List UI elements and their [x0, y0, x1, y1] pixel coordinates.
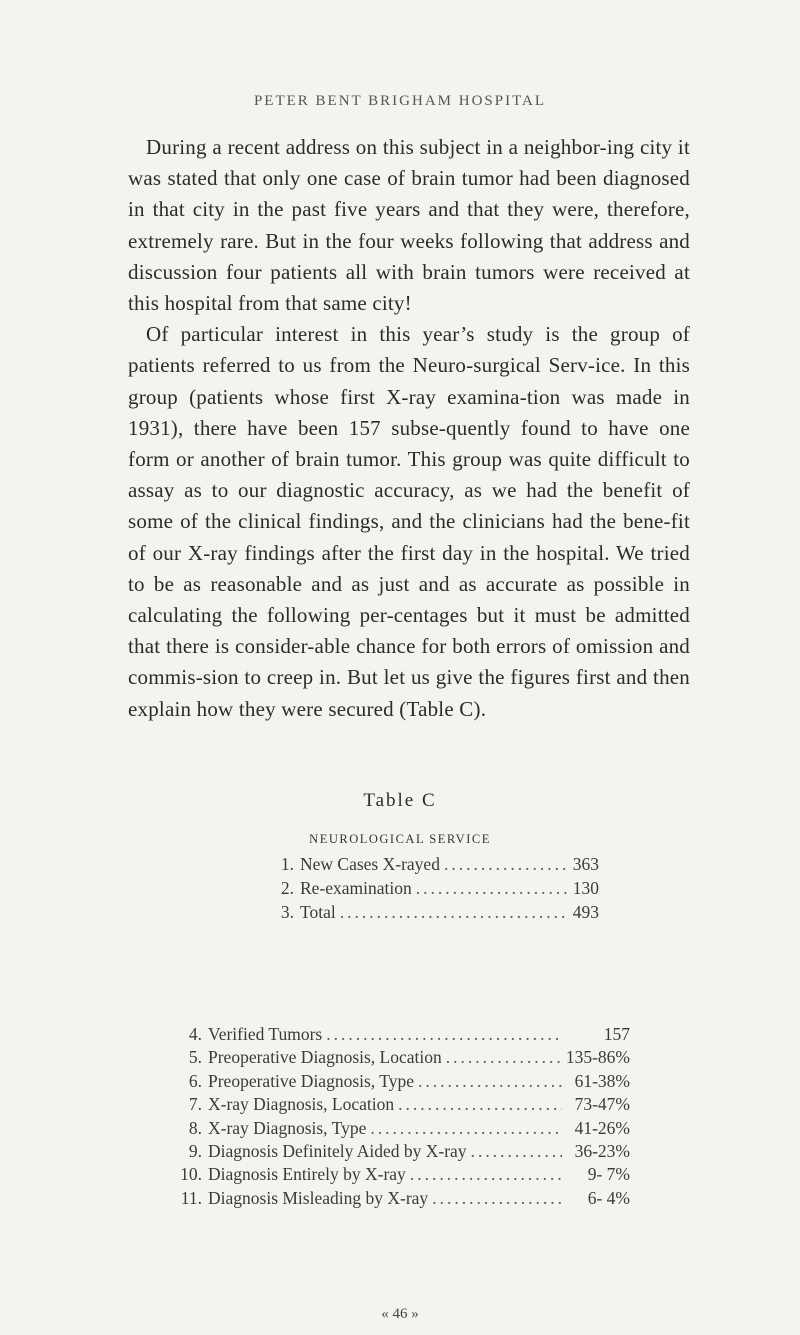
row-number: 5. — [188, 1047, 202, 1068]
table-row — [176, 1070, 630, 1093]
row-label: Re-examination — [300, 878, 412, 899]
row-number: 7. — [188, 1094, 202, 1115]
row-label: Preoperative Diagnosis, Location — [208, 1047, 442, 1068]
dot-leader — [370, 1117, 562, 1140]
dot-leader — [446, 1046, 562, 1069]
row-number: 1. — [280, 854, 294, 874]
dot-leader — [418, 1070, 562, 1093]
diagnosis-list — [176, 1023, 630, 1210]
row-number: 10. — [180, 1164, 202, 1185]
row-number: 3. — [280, 902, 294, 923]
row-number: 9. — [188, 1140, 202, 1161]
row-number: 11. — [180, 1187, 202, 1208]
row-number: 8. — [188, 1117, 202, 1138]
table-subtitle: NEUROLOGICAL SERVICE — [309, 832, 491, 846]
row-number: 4. — [188, 1024, 202, 1044]
row-value: 61-38% — [574, 1070, 630, 1091]
body-text — [128, 132, 690, 725]
table-row — [176, 1187, 630, 1210]
paragraph: Of particular interest in this year’s study is the group of patients referred to us from the Neuro-surgical Serv-ice. In this group (patients whose first X-ray examina-tion was made in 1931), there have been 157 subse-quently found to have one form or another of brain tumor. This group was quite difficult to assay as to our diagnostic accuracy, as we had the benefit of some of the clinical findings, and the clinicians had the bene-fit of our X-ray findings after the first day in the hospital. We tried to be as reasonable and as just and as accurate as possible in calculating the following per-centages but it must be admitted that there is consider-able chance for both errors of omission and commis-sion to creep in. But let us give the figures first and then explain how they were secured (Table C). — [128, 322, 690, 721]
row-label: Preoperative Diagnosis, Type — [208, 1070, 414, 1091]
table-row — [176, 1023, 630, 1046]
dot-leader — [444, 852, 569, 876]
table-row — [176, 1117, 630, 1140]
row-value: 41-26% — [574, 1117, 630, 1138]
paragraph: During a recent address on this subject in a neighbor-ing city it was stated that only one case of brain tumor had been diagnosed in that city in the past five years and that they were, therefore, extremely rare. But in the four weeks following that address and discussion four patients all with brain tumors were received at this hospital from that same city! — [128, 135, 690, 316]
row-label: Diagnosis Misleading by X-ray — [208, 1187, 429, 1208]
row-value: 135-86% — [565, 1047, 630, 1068]
row-value: 363 — [572, 854, 599, 874]
row-label: X-ray Diagnosis, Type — [208, 1117, 367, 1138]
table-row — [176, 1163, 630, 1186]
row-number: 2. — [280, 878, 294, 899]
table-row — [176, 1093, 630, 1116]
row-value: 9- 7% — [587, 1164, 630, 1185]
row-value: 130 — [572, 878, 599, 899]
dot-leader — [410, 1163, 562, 1186]
row-label: Diagnosis Definitely Aided by X-ray — [208, 1140, 467, 1161]
dot-leader — [416, 876, 569, 900]
row-label: Verified Tumors — [208, 1024, 323, 1044]
row-value: 36-23% — [574, 1140, 630, 1161]
table-row — [272, 852, 599, 876]
table-title: Table C — [363, 790, 437, 811]
table-row — [176, 1140, 630, 1163]
running-head: PETER BENT BRIGHAM HOSPITAL — [253, 93, 547, 109]
table-row — [272, 900, 599, 924]
row-number: 6. — [188, 1070, 202, 1091]
row-label: New Cases X-rayed — [300, 854, 440, 874]
table-row — [272, 876, 599, 900]
page-number: « 46 » — [381, 1306, 419, 1322]
dot-leader — [471, 1140, 562, 1163]
dot-leader — [340, 900, 569, 924]
table-row — [176, 1046, 630, 1069]
row-value: 493 — [572, 902, 599, 923]
row-value: 157 — [603, 1024, 630, 1044]
dot-leader — [326, 1023, 562, 1046]
row-label: Diagnosis Entirely by X-ray — [208, 1164, 406, 1185]
dot-leader — [432, 1187, 562, 1210]
row-value: 73-47% — [574, 1094, 630, 1115]
case-count-list — [272, 852, 599, 925]
row-label: X-ray Diagnosis, Location — [208, 1094, 395, 1115]
row-value: 6- 4% — [587, 1187, 630, 1208]
row-label: Total — [300, 902, 336, 923]
dot-leader — [398, 1093, 562, 1116]
